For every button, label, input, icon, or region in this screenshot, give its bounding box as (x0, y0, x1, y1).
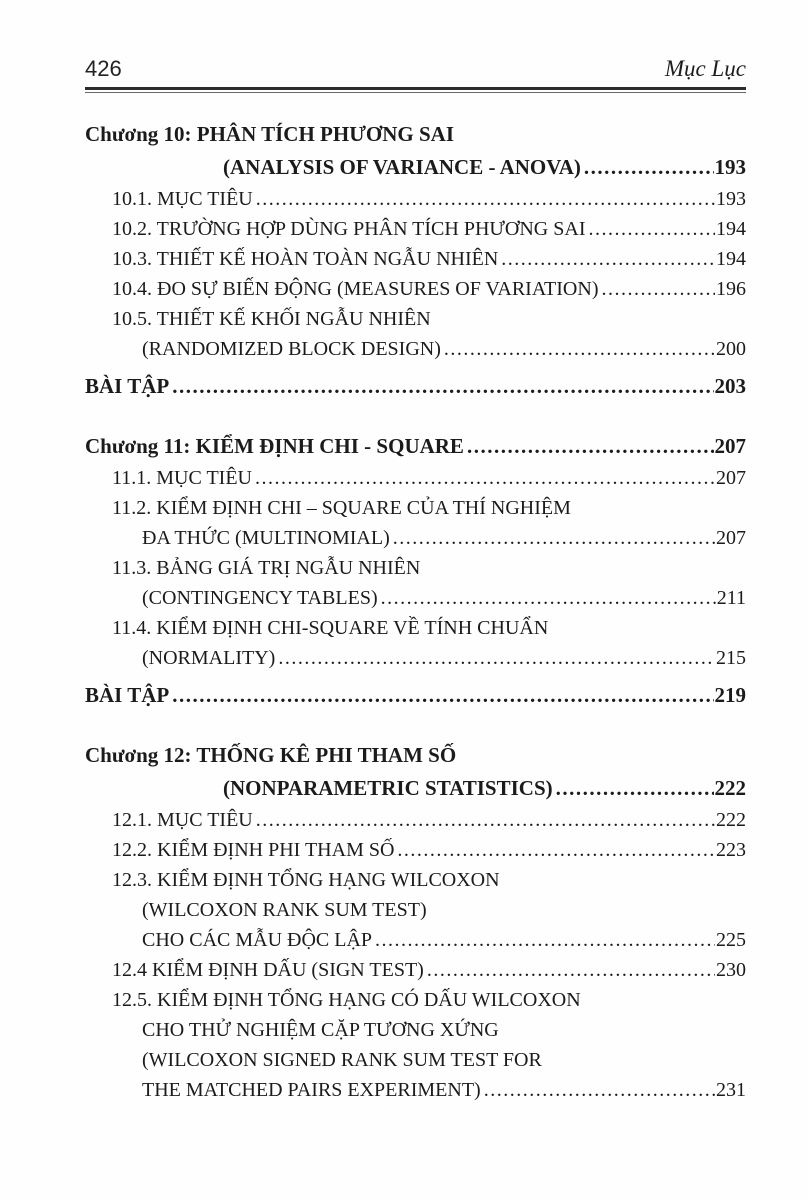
toc-page-ref: 225 (716, 929, 746, 951)
toc-chapter-line (85, 118, 746, 151)
toc-section-line (85, 214, 746, 244)
toc-section-line (85, 553, 746, 583)
toc-chapter-line (85, 772, 746, 805)
toc-page-ref: 222 (714, 776, 746, 800)
toc-page-ref: 207 (714, 434, 746, 458)
toc-page-ref: 215 (716, 647, 746, 669)
toc-chapter-line (85, 739, 746, 772)
toc-section-line (85, 865, 746, 895)
toc-continuation-line (85, 334, 746, 364)
toc-entry-text: (NONPARAMETRIC STATISTICS) (223, 776, 553, 800)
dot-leader (444, 334, 715, 364)
toc-entry-text: BÀI TẬP (85, 374, 170, 398)
toc-section-line (85, 304, 746, 334)
dot-leader (393, 523, 715, 553)
toc-entry-text: (WILCOXON SIGNED RANK SUM TEST FOR (142, 1049, 542, 1071)
toc-entry-text: 12.3. KIỂM ĐỊNH TỔNG HẠNG WILCOXON (112, 869, 500, 891)
toc-entry-text: 10.5. THIẾT KẾ KHỐI NGẪU NHIÊN (112, 308, 431, 330)
toc-entry-text: CHO CÁC MẪU ĐỘC LẬP (142, 929, 373, 951)
toc-continuation-line (85, 895, 746, 925)
toc-chapter-line (85, 151, 746, 184)
toc-continuation-line (85, 1015, 746, 1045)
toc-entry-text: 11.2. KIỂM ĐỊNH CHI – SQUARE CỦA THÍ NGHIỆM (112, 497, 571, 519)
dot-leader (556, 772, 714, 805)
toc-section-line (85, 274, 746, 304)
toc-page-ref: 222 (716, 809, 746, 831)
toc-continuation-line (85, 643, 746, 673)
dot-leader (427, 955, 715, 985)
dot-leader (601, 274, 715, 304)
dot-leader (172, 679, 713, 711)
toc-section-line (85, 184, 746, 214)
toc-page-ref: 203 (714, 374, 746, 398)
toc-page-ref: 230 (716, 959, 746, 981)
toc-entry-text: CHO THỬ NGHIỆM CẶP TƯƠNG XỨNG (142, 1019, 499, 1041)
dot-leader (172, 370, 713, 402)
toc-page-ref: 211 (716, 587, 746, 609)
toc-page-ref: 193 (714, 155, 746, 179)
toc-entry-text: (CONTINGENCY TABLES) (142, 587, 378, 609)
toc-exercise-line (85, 679, 746, 711)
dot-leader (397, 835, 715, 865)
toc-section-line (85, 805, 746, 835)
toc-section-line (85, 613, 746, 643)
toc-entry-text: 11.4. KIỂM ĐỊNH CHI-SQUARE VỀ TÍNH CHUẨN (112, 617, 549, 639)
toc-page-ref: 207 (716, 467, 746, 489)
dot-leader (256, 805, 715, 835)
dot-leader (381, 583, 716, 613)
toc-page-ref: 194 (716, 248, 746, 270)
toc-entry-text: Chương 12: THỐNG KÊ PHI THAM SỐ (85, 743, 457, 767)
dot-leader (584, 151, 714, 184)
toc-entry-text: THE MATCHED PAIRS EXPERIMENT) (142, 1079, 481, 1101)
dot-leader (278, 643, 715, 673)
toc-entry-text: (NORMALITY) (142, 647, 276, 669)
toc-entry-text: 12.4 KIỂM ĐỊNH DẤU (SIGN TEST) (112, 959, 424, 981)
dot-leader (467, 430, 714, 463)
toc-entry-text: BÀI TẬP (85, 683, 170, 707)
toc-entry-text: 12.2. KIỂM ĐỊNH PHI THAM SỐ (112, 839, 395, 861)
toc-page-ref: 223 (716, 839, 746, 861)
toc-page-ref: 231 (716, 1079, 746, 1101)
toc-section-line (85, 985, 746, 1015)
toc-entry-text: 11.1. MỤC TIÊU (112, 467, 252, 489)
table-of-contents (85, 118, 746, 1105)
dot-leader (255, 463, 715, 493)
toc-entry-text: (RANDOMIZED BLOCK DESIGN) (142, 338, 441, 360)
toc-entry-text: Chương 10: PHÂN TÍCH PHƯƠNG SAI (85, 122, 455, 146)
toc-continuation-line (85, 523, 746, 553)
toc-entry-text: 12.5. KIỂM ĐỊNH TỔNG HẠNG CÓ DẤU WILCOXON (112, 989, 581, 1011)
toc-page-ref: 219 (714, 683, 746, 707)
toc-entry-text: 10.2. TRƯỜNG HỢP DÙNG PHÂN TÍCH PHƯƠNG SAI (112, 218, 586, 240)
toc-entry-text: 10.1. MỤC TIÊU (112, 188, 253, 210)
dot-leader (501, 244, 715, 274)
dot-leader (256, 184, 715, 214)
toc-entry-text: 12.1. MỤC TIÊU (112, 809, 253, 831)
toc-entry-text: 10.4. ĐO SỰ BIẾN ĐỘNG (MEASURES OF VARIATION) (112, 278, 599, 300)
toc-entry-text: 11.3. BẢNG GIÁ TRỊ NGẪU NHIÊN (112, 557, 421, 579)
toc-continuation-line (85, 1075, 746, 1105)
toc-page-ref: 193 (716, 188, 746, 210)
toc-page-ref: 196 (716, 278, 746, 300)
toc-chapter-line (85, 430, 746, 463)
toc-section-line (85, 463, 746, 493)
page-number: 426 (85, 56, 122, 81)
toc-page-ref: 207 (716, 527, 746, 549)
toc-section-line (85, 493, 746, 523)
toc-entry-text: (WILCOXON RANK SUM TEST) (142, 899, 427, 921)
toc-entry-text: ĐA THỨC (MULTINOMIAL) (142, 527, 390, 549)
toc-exercise-line (85, 370, 746, 402)
toc-section-line (85, 835, 746, 865)
dot-leader (375, 925, 715, 955)
toc-section-line (85, 955, 746, 985)
toc-entry-text: (ANALYSIS OF VARIANCE - ANOVA) (223, 155, 581, 179)
toc-entry-text: 10.3. THIẾT KẾ HOÀN TOÀN NGẪU NHIÊN (112, 248, 499, 270)
toc-continuation-line (85, 925, 746, 955)
running-title: Mục Lục (664, 56, 746, 81)
toc-page-ref: 194 (716, 218, 746, 240)
toc-continuation-line (85, 583, 746, 613)
toc-entry-text: Chương 11: KIỂM ĐỊNH CHI - SQUARE (85, 434, 464, 458)
dot-leader (588, 214, 715, 244)
header-rule (85, 87, 746, 93)
toc-section-line (85, 244, 746, 274)
page-header (85, 56, 746, 82)
toc-page-ref: 200 (716, 338, 746, 360)
dot-leader (484, 1075, 715, 1105)
toc-continuation-line (85, 1045, 746, 1075)
